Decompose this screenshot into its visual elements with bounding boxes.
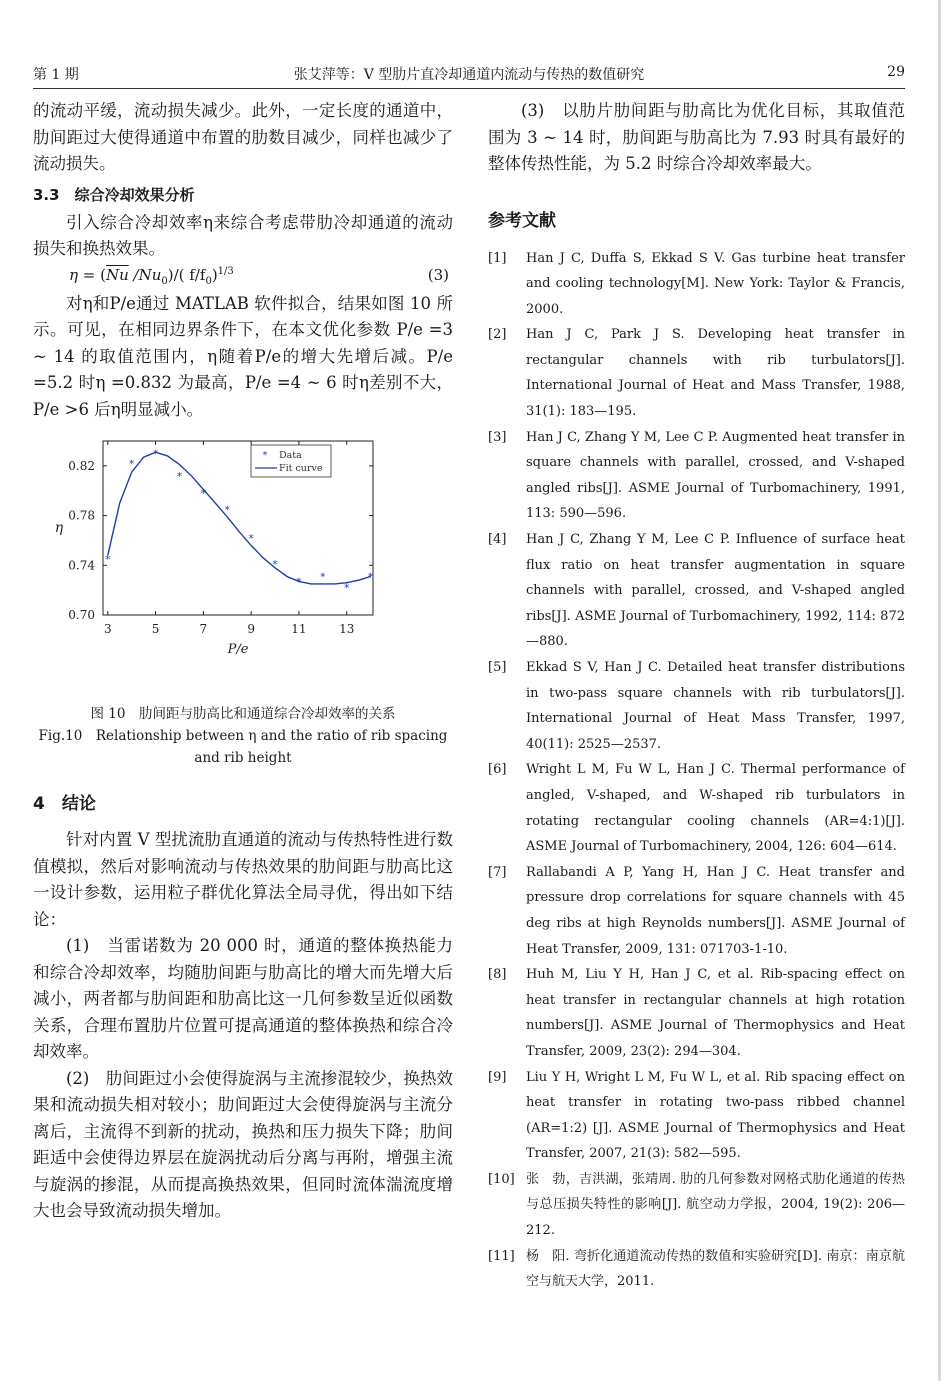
reference-text: Han J C, Zhang Y M, Lee C P. Augmented heat transfer in square channels with parallel, crossed, and V-shaped angled ribs[J]. ASME Journal of Turbomachinery, 1991, 113: 590—596. bbox=[526, 429, 905, 522]
reference-text: Han J C, Zhang Y M, Lee C P. Influence of surface heat flux ratio on heat transfer augmentation in square channels with parallel, crossed, and V-shaped angled ribs[J]. ASME Journal of Turbomachinery, 1992, 114: 872—880. bbox=[526, 532, 905, 650]
y-axis-label: η bbox=[54, 520, 64, 536]
section-4-heading: 4 结论 bbox=[33, 794, 96, 814]
running-title: 张艾萍等：V 型肋片直冷却通道内流动与传热的数值研究 bbox=[293, 67, 645, 83]
reference-list bbox=[488, 246, 905, 1295]
legend-data-marker: * bbox=[262, 450, 268, 461]
left-column bbox=[33, 98, 453, 1225]
reference-text: 杨 阳. 弯折化通道流动传热的数值和实验研究[D]. 南京：南京航空与航天大学，2011. bbox=[526, 1248, 905, 1290]
references-heading: 参考文献 bbox=[488, 210, 556, 231]
reference-text: Wright L M, Fu W L, Han J C. Thermal performance of angled, V-shaped, and W-shaped rib turbulators in rotating rectangular cooling channels (AR=4:1)[J]. ASME Journal of Turbomachinery, 2004, 126: 604—614. bbox=[526, 762, 905, 855]
reference-text: Han J C, Duffa S, Ekkad S V. Gas turbine heat transfer and cooling technology[M]. New York: Taylor & Francis, 2000. bbox=[526, 250, 905, 317]
paragraph-fit-result: 对η和P/e通过 MATLAB 软件拟合，结果如图 10 所示。可见，在相同边界条件下，在本文优化参数 P/e =3 ~ 14 的取值范围内，η随着P/e的增大先增后减。P/e =5.2 时η =0.832 为最高，P/e =4 ~ 6 时η差别不大，P/e >6 后η明显减小。 bbox=[33, 293, 453, 419]
reference-number: [10] bbox=[488, 1171, 515, 1187]
y-tick-label: 0.82 bbox=[68, 458, 95, 473]
conclusion-3: (3) 以肋片肋间距与肋高比为优化目标，其取值范围为 3 ~ 14 时，肋间距与肋高比为 7.93 时具有最好的整体传热性能，为 5.2 时综合冷却效率最大。 bbox=[488, 101, 905, 173]
reference-item bbox=[488, 1065, 905, 1167]
issue-label: 第 1 期 bbox=[33, 67, 79, 83]
eta-vs-pe-chart bbox=[33, 433, 453, 665]
data-point: * bbox=[296, 575, 302, 589]
reference-item bbox=[488, 962, 905, 1064]
reference-number: [1] bbox=[488, 250, 507, 266]
reference-item bbox=[488, 1167, 905, 1244]
data-point: * bbox=[272, 558, 278, 572]
right-column bbox=[488, 98, 905, 1295]
data-point: * bbox=[343, 581, 350, 595]
data-point: * bbox=[105, 553, 111, 567]
reference-text: Han J C, Park J S. Developing heat transfer in rectangular channels with rib turbulators[J]. International Journal of Heat and Mass Transfer, 1988, 31(1): 183—195. bbox=[526, 327, 905, 420]
header-rule bbox=[33, 88, 905, 89]
data-point: * bbox=[248, 531, 254, 545]
reference-number: [3] bbox=[488, 429, 507, 445]
y-tick-label: 0.78 bbox=[68, 508, 95, 523]
reference-item bbox=[488, 655, 905, 757]
legend-fit-label: Fit curve bbox=[279, 463, 323, 474]
reference-item bbox=[488, 322, 905, 424]
plot-frame bbox=[103, 441, 373, 615]
equation-expression: $\eta = (\overline{Nu}$ $/Nu_0)/$( $f/f_0)^{1/3}$ bbox=[69, 265, 234, 287]
equation-number: (3) bbox=[427, 265, 449, 284]
figure-10 bbox=[33, 433, 453, 703]
reference-number: [11] bbox=[488, 1248, 515, 1264]
reference-text: Huh M, Liu Y H, Han J C, et al. Rib-spacing effect on heat transfer in rectangular channels at high rotation numbers[J]. ASME Journal of Thermophysics and Heat Transfer, 2009, 23(2): 294—304. bbox=[526, 967, 905, 1059]
x-tick-label: 13 bbox=[339, 622, 355, 636]
legend-data-label: Data bbox=[279, 450, 302, 461]
section-3-3-heading: 3.3 综合冷却效果分析 bbox=[33, 185, 195, 204]
reference-number: [4] bbox=[488, 532, 507, 548]
reference-number: [2] bbox=[488, 327, 507, 343]
paragraph-flow-loss: 的流动平缓，流动损失减少。此外，一定长度的通道中，肋间距过大使得通道中布置的肋数目减少，同样也减少了流动损失。 bbox=[33, 101, 453, 173]
reference-item bbox=[488, 246, 905, 323]
reference-text: Liu Y H, Wright L M, Fu W L, et al. Rib spacing effect on heat transfer in rotating two-pass ribbed channel (AR=1:2) [J]. ASME Journal of Thermophysics and Heat Transfer, 2007, 21(3): 582—595. bbox=[526, 1069, 905, 1162]
y-tick-label: 0.70 bbox=[68, 608, 95, 622]
data-point: * bbox=[200, 487, 207, 501]
x-tick-label: 11 bbox=[291, 622, 307, 636]
reference-number: [5] bbox=[488, 660, 507, 675]
x-tick-label: 9 bbox=[247, 622, 255, 636]
equation-3 bbox=[33, 263, 453, 291]
figure-caption-en: Fig.10 Relationship between η and the ratio of rib spacing and rib height bbox=[38, 728, 448, 766]
reference-item bbox=[488, 425, 905, 527]
x-tick-label: 7 bbox=[199, 622, 208, 636]
data-point: * bbox=[320, 570, 326, 584]
y-tick-label: 0.74 bbox=[68, 558, 95, 573]
conclusion-1: (1) 当雷诺数为 20 000 时，通道的整体换热能力和综合冷却效率，均随肋间距与肋高比的增大而先增大后减小，两者都与肋间距和肋高比这一几何参数呈近似函数关系，合理布置肋片位置可提高通道的整体换热和综合冷却效率。 bbox=[33, 936, 453, 1061]
reference-number: [6] bbox=[488, 762, 507, 778]
conclusion-2: (2) 肋间距过小会使得旋涡与主流掺混较少，换热效果和流动损失相对较小；肋间距过大会使得旋涡与主流分离后，主流得不到新的扰动，换热和压力损失下降；肋间距适中会使得边界层在旋涡扰动后分离与再附，增强主流与旋涡的掺混，从而提高换热效果，但同时流体湍流度增大也会导致流动损失增加。 bbox=[33, 1068, 453, 1220]
running-header bbox=[33, 64, 905, 88]
page-number: 29 bbox=[887, 64, 905, 80]
data-point: * bbox=[367, 570, 374, 584]
x-tick-label: 3 bbox=[103, 622, 112, 636]
reference-text: 张 勃，吉洪湖，张靖周. 肋的几何参数对网格式肋化通道的传热与总压损失特性的影响[J]. 航空动力学报，2004, 19(2): 206—212. bbox=[526, 1171, 905, 1239]
conclusion-intro: 针对内置 V 型扰流肋直通道的流动与传热特性进行数值模拟，然后对影响流动与传热效果的肋间距与肋高比这一设计参数，运用粒子群优化算法全局寻优，得出如下结论： bbox=[33, 830, 453, 929]
reference-item bbox=[488, 1244, 905, 1295]
reference-item bbox=[488, 527, 905, 655]
data-point: * bbox=[176, 469, 183, 483]
reference-text: Rallabandi A P, Yang H, Han J C. Heat transfer and pressure drop correlations for square channels with 45 deg ribs at high Reynolds numbers[J]. ASME Journal of Heat Transfer, 2009, 131: 071703-1-10. bbox=[526, 864, 905, 957]
reference-number: [7] bbox=[488, 864, 507, 880]
data-point: * bbox=[224, 503, 230, 517]
reference-text: Ekkad S V, Han J C. Detailed heat transfer distributions in two-pass square channels with rib turbulators[J]. International Journal of Heat Mass Transfer, 1997, 40(11): 2525—2537. bbox=[526, 660, 905, 752]
reference-number: [8] bbox=[488, 967, 507, 983]
x-axis-label: P/e bbox=[227, 642, 249, 657]
paragraph-efficiency-intro: 引入综合冷却效率η来综合考虑带肋冷却通道的流动损失和换热效果。 bbox=[33, 212, 453, 258]
data-point: * bbox=[152, 447, 159, 461]
figure-caption-cn: 图 10 肋间距与肋高比和通道综合冷却效率的关系 bbox=[90, 706, 396, 722]
reference-number: [9] bbox=[488, 1069, 507, 1085]
reference-item bbox=[488, 860, 905, 962]
data-point: * bbox=[128, 457, 135, 471]
reference-item bbox=[488, 757, 905, 859]
x-tick-label: 5 bbox=[151, 622, 160, 636]
